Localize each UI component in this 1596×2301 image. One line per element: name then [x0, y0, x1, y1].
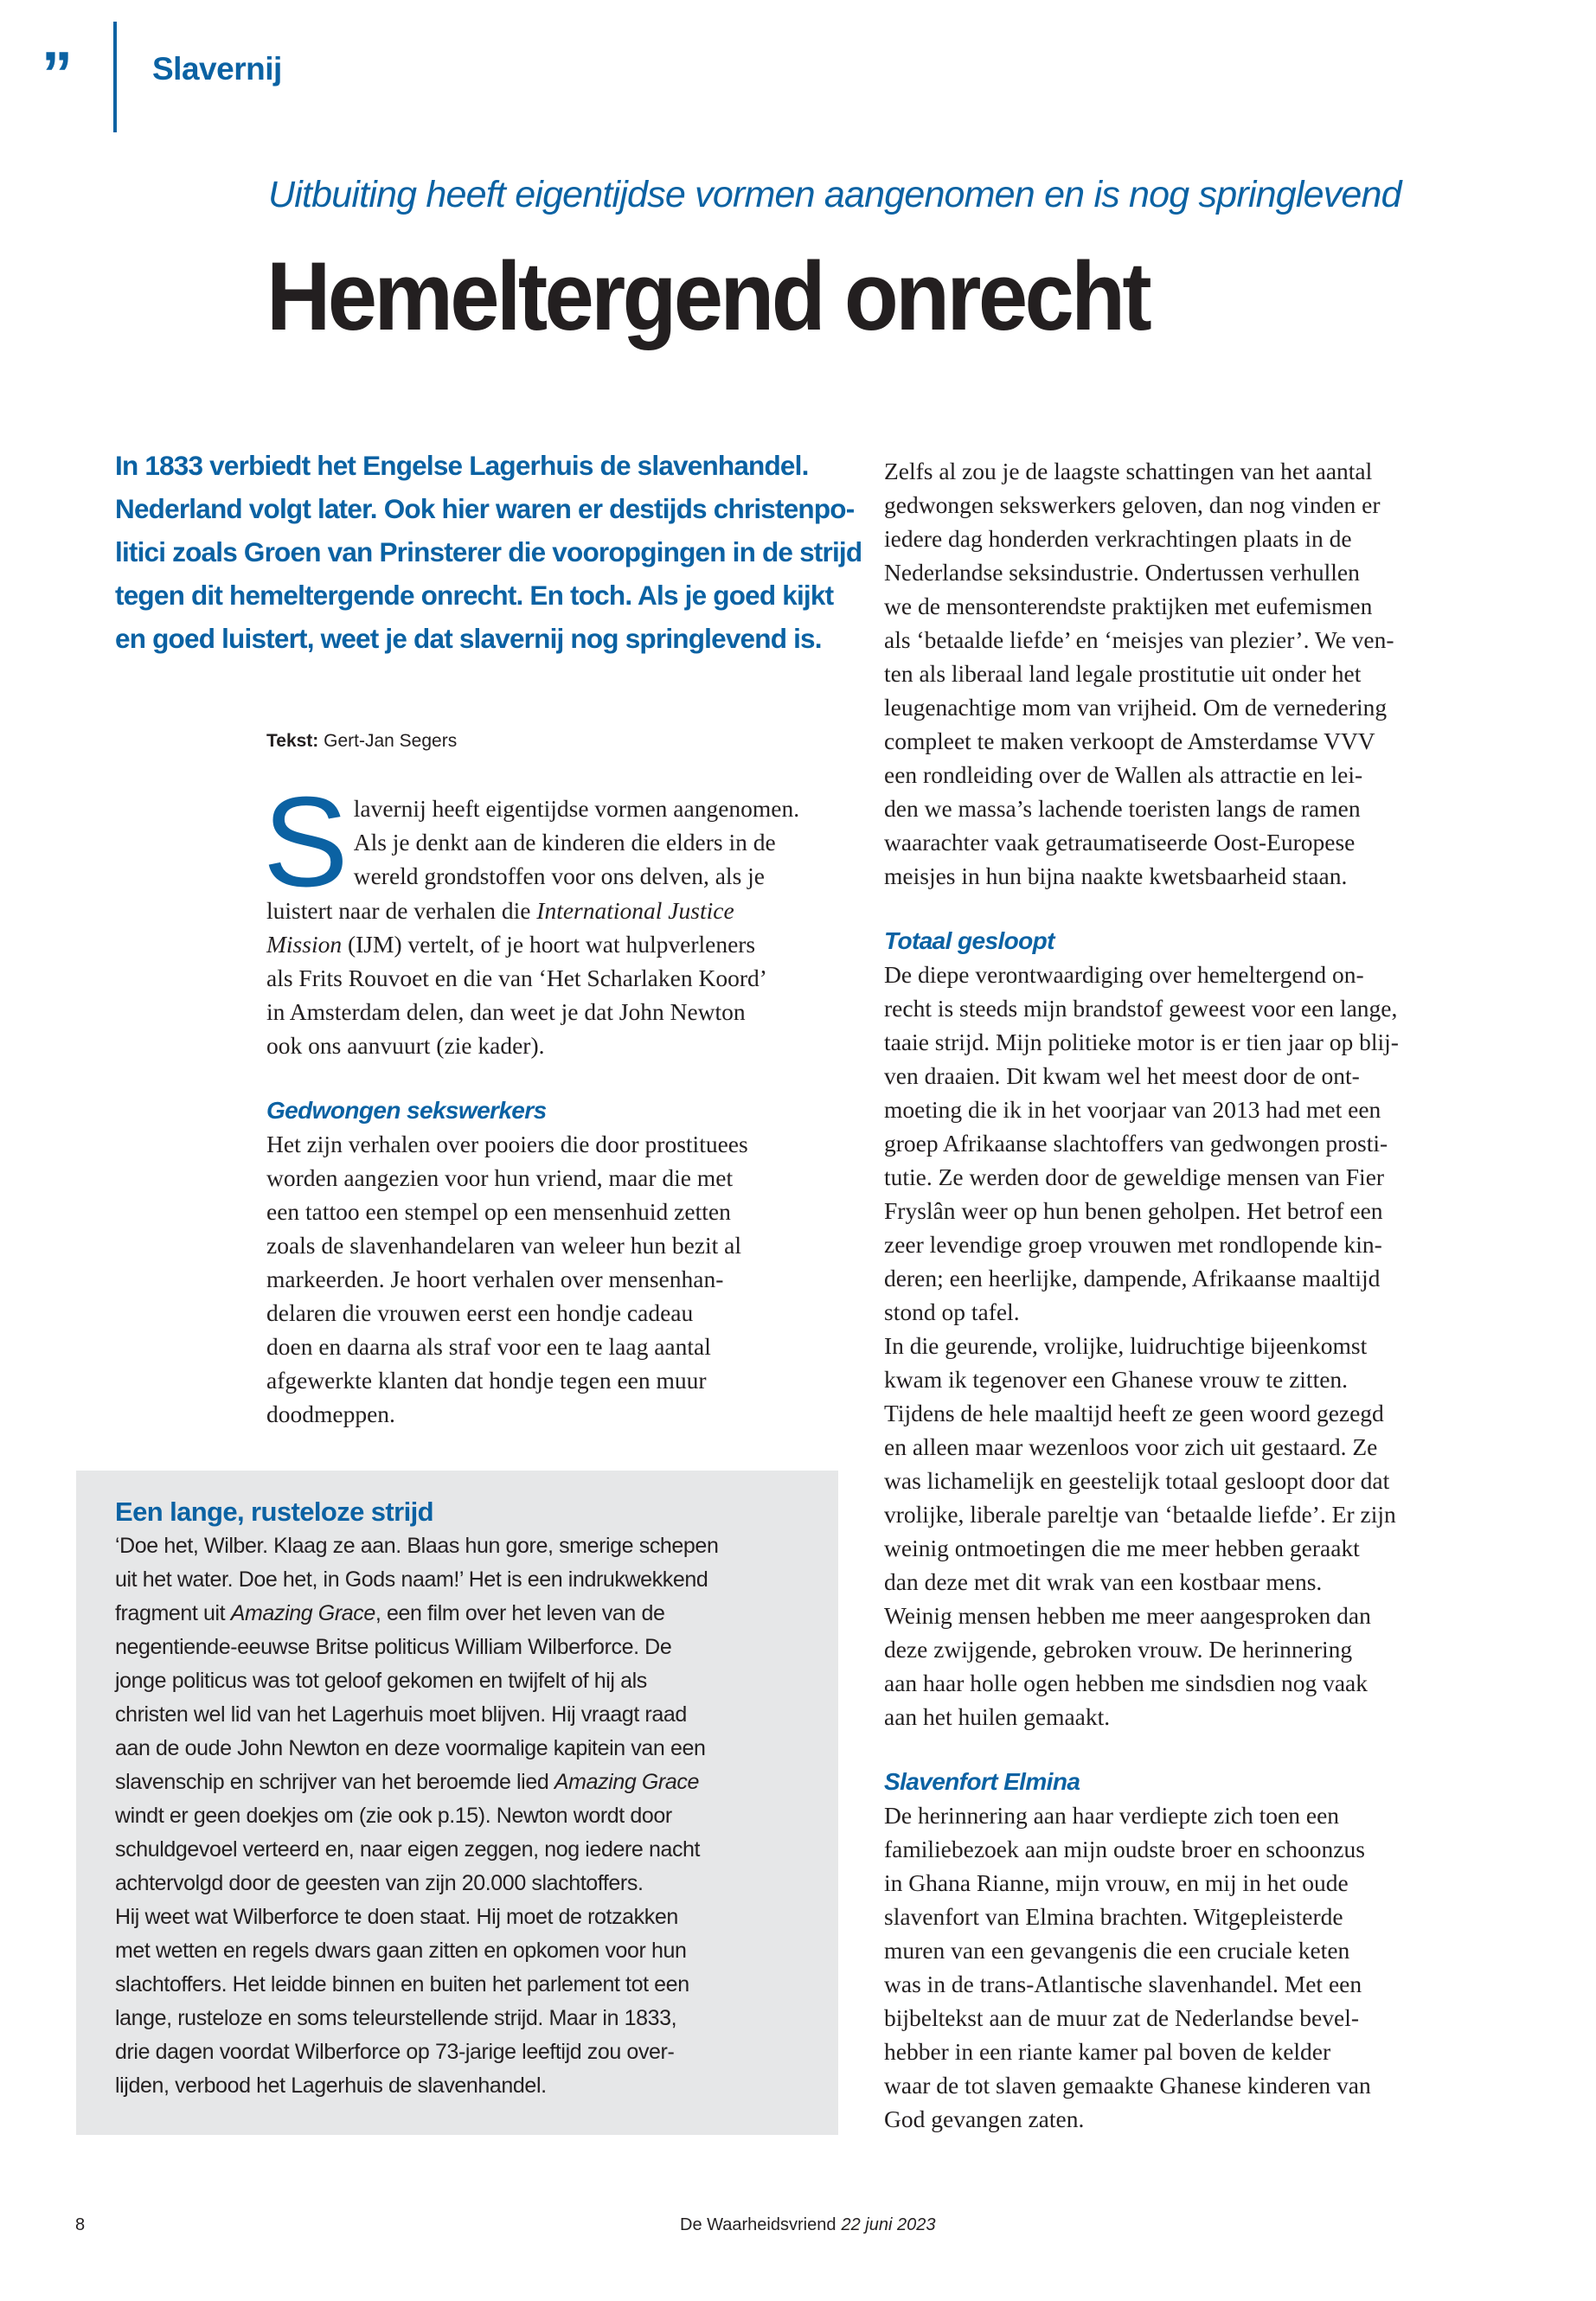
body-line: een tattoo een stempel op een mensenhuid zetten	[266, 1198, 731, 1225]
box-line	[115, 1867, 824, 1900]
box-body	[115, 1529, 824, 2103]
body-line: iedere dag honderden verkrachtingen plaats in de	[884, 525, 1352, 552]
article-kicker: Uitbuiting heeft eigentijdse vormen aangenomen en is nog springlevend	[268, 174, 1401, 215]
intro-line: en goed luistert, weet je dat slavernij nog springlevend is.	[115, 623, 822, 654]
body-line: weinig ontmoetingen die me meer hebben geraakt	[884, 1535, 1360, 1561]
box-line	[115, 1766, 824, 1799]
body-line: deren; een heerlijke, dampende, Afrikaanse maaltijd	[884, 1265, 1381, 1292]
subheading: Slavenfort Elmina	[884, 1768, 1080, 1795]
text-run: schuldgevoel verteerd en, naar eigen zeggen, nog iedere nacht	[115, 1837, 701, 1862]
body-line: in Ghana Rianne, mijn vrouw, en mij in het oude	[884, 1869, 1349, 1896]
box-line	[115, 1900, 824, 1934]
body-line: dan deze met dit wrak van een kostbaar mens.	[884, 1568, 1323, 1595]
body-line: De diepe verontwaardiging over hemeltergend on-	[884, 961, 1364, 988]
body-line: doen en daarna als straf voor een te laag aantal	[266, 1333, 711, 1360]
body-line: Het zijn verhalen over pooiers die door prostituees	[266, 1131, 748, 1157]
body-line: In die geurende, vrolijke, luidruchtige bijeenkomst	[884, 1332, 1368, 1359]
intro-line: litici zoals Groen van Prinsterer die vooropgingen in de strijd	[115, 536, 862, 567]
body-line: stond op tafel.	[884, 1298, 1020, 1325]
body-line: vrolijke, liberale pareltje van ‘betaalde liefde’. Er zijn	[884, 1501, 1396, 1528]
body-line: als ‘betaalde liefde’ en ‘meisjes van plezier’. We ven-	[884, 626, 1394, 653]
byline-label: Tekst:	[266, 731, 319, 751]
body-line: familiebezoek aan mijn oudste broer en schoonzus	[884, 1836, 1365, 1862]
text-run: uit het water. Doe het, in Gods naam!’ Het is een indrukwekkend	[115, 1567, 708, 1592]
body-line: leugenachtige mom van vrijheid. Om de vernedering	[884, 694, 1388, 721]
italic-run: International Justice	[536, 897, 734, 924]
body-line: we de mensonterendste praktijken met eufemismen	[884, 593, 1373, 619]
box-title: Een lange, rusteloze strijd	[115, 1497, 433, 1527]
sidebar-box	[76, 1471, 838, 2135]
body-line: kwam ik tegenover een Ghanese vrouw te zitten.	[884, 1366, 1349, 1393]
body-line: compleet te maken verkoopt de Amsterdamse VVV	[884, 727, 1375, 754]
body-line: zeer levendige groep vrouwen met rondlopende kin-	[884, 1231, 1382, 1258]
middle-column	[263, 771, 855, 1431]
text-run: aan de oude John Newton en deze voormalige kapitein van een	[115, 1736, 706, 1760]
spacer	[266, 1062, 855, 1093]
box-line	[115, 1799, 824, 1833]
byline-author: Gert-Jan Segers	[324, 731, 458, 751]
body-line: groep Afrikaanse slachtoffers van gedwongen prosti-	[884, 1130, 1388, 1157]
box-line	[115, 1698, 824, 1732]
text-run: luistert naar de verhalen die	[266, 897, 537, 924]
body-line: waarachter vaak getraumatiseerde Oost-Europese	[884, 829, 1356, 856]
body-line: Tijdens de hele maaltijd heeft ze geen woord gezegd	[884, 1400, 1384, 1426]
text-run: lange, rusteloze en soms teleurstellende strijd. Maar in 1833,	[115, 2006, 677, 2030]
body-line: meisjes in hun bijna naakte kwetsbaarheid staan.	[884, 862, 1348, 889]
box-line	[115, 1529, 824, 1563]
text-run: fragment uit	[115, 1601, 231, 1625]
body-line: gedwongen sekswerkers geloven, dan nog vinden er	[884, 491, 1381, 518]
box-line	[115, 1833, 824, 1867]
body-line: tutie. Ze werden door de geweldige mensen van Fier	[884, 1163, 1385, 1190]
box-line	[115, 1968, 824, 2002]
text-run: lijden, verbood het Lagerhuis de slavenhandel.	[115, 2073, 547, 2098]
text-run: jonge politicus was tot geloof gekomen en twijfelt of hij als	[115, 1669, 647, 1693]
text-run: negentiende-eeuwse Britse politicus William Wilberforce. De	[115, 1635, 672, 1659]
box-line	[115, 1664, 824, 1698]
box-line	[115, 1934, 824, 1968]
box-line	[115, 2035, 824, 2069]
body-line: worden aangezien voor hun vriend, maar die met	[266, 1164, 734, 1191]
intro-line: In 1833 verbiedt het Engelse Lagerhuis de slavenhandel.	[115, 450, 809, 481]
text-run: slavenschip en schrijver van het beroemde lied	[115, 1770, 554, 1794]
body-line: was in de trans-Atlantische slavenhandel. Met een	[884, 1971, 1362, 1997]
body-line: Fryslân weer op hun benen geholpen. Het betrof een	[884, 1197, 1383, 1224]
body-line	[266, 927, 855, 961]
text-run: (IJM) vertelt, of je hoort wat hulpverleners	[342, 931, 756, 958]
italic-run: Mission	[266, 931, 343, 958]
body-line: muren van een gevangenis die een cruciale keten	[884, 1937, 1350, 1964]
page-number: 8	[75, 2215, 86, 2234]
body-line: doodmeppen.	[266, 1400, 395, 1427]
body-line: ook ons aanvuurt (zie kader).	[266, 1032, 545, 1059]
body-line: bijbeltekst aan de muur zat de Nederlandse bevel-	[884, 2004, 1360, 2031]
body-line: slavenfort van Elmina brachten. Witgepleisterde	[884, 1903, 1343, 1930]
text-run: drie dagen voordat Wilberforce op 73-jarige leeftijd zou over-	[115, 2040, 675, 2064]
body-line: lavernij heeft eigentijdse vormen aangenomen.	[353, 795, 800, 822]
box-line	[115, 2002, 824, 2035]
byline	[266, 729, 457, 753]
publication-name: De Waarheidsvriend	[680, 2215, 836, 2234]
body-line: delaren die vrouwen eerst een hondje cadeau	[266, 1299, 694, 1326]
body-line: in Amsterdam delen, dan weet je dat John Newton	[266, 998, 746, 1025]
article-intro	[115, 444, 862, 660]
body-line: taaie strijd. Mijn politieke motor is er tien jaar op blij-	[884, 1029, 1399, 1055]
body-line: moeting die ik in het voorjaar van 2013 had met een	[884, 1096, 1381, 1123]
body-line: God gevangen zaten.	[884, 2106, 1085, 2132]
body-line: Zelfs al zou je de laagste schattingen van het aantal	[884, 458, 1373, 484]
italic-run: Amazing Grace	[230, 1601, 375, 1625]
intro-line: tegen dit hemeltergende onrecht. En toch. Als je goed kijkt	[115, 580, 834, 611]
body-line: en alleen maar wezenloos voor zich uit gestaard. Ze	[884, 1433, 1378, 1460]
body-line: afgewerkte klanten dat hondje tegen een muur	[266, 1367, 707, 1394]
box-line	[115, 1732, 824, 1766]
body-line: den we massa’s lachende toeristen langs de ramen	[884, 795, 1361, 822]
body-line: een rondleiding over de Wallen als attractie en lei-	[884, 761, 1363, 788]
section-label: Slavernij	[152, 51, 282, 87]
right-column	[884, 454, 1490, 2136]
intro-line: Nederland volgt later. Ook hier waren er destijds christenpo-	[115, 493, 855, 524]
header-divider	[113, 22, 117, 132]
article-headline: Hemeltergend onrecht	[266, 242, 1149, 350]
body-line: Als je denkt aan de kinderen die elders in de	[353, 829, 776, 856]
box-line	[115, 1597, 824, 1631]
publication-date: 22 juni 2023	[841, 2215, 936, 2234]
body-line: ven draaien. Dit kwam wel het meest door de ont-	[884, 1062, 1360, 1089]
body-line: Nederlandse seksindustrie. Ondertussen verhullen	[884, 559, 1360, 586]
body-line: aan haar holle ogen hebben me sindsdien nog vaak	[884, 1670, 1368, 1696]
body-line: zoals de slavenhandelaren van weleer hun bezit al	[266, 1232, 741, 1259]
body-line: als Frits Rouvoet en die van ‘Het Scharlaken Koord’	[266, 965, 767, 991]
italic-run: Amazing Grace	[554, 1770, 699, 1794]
box-line	[115, 2069, 824, 2103]
body-line	[266, 894, 855, 927]
body-line: wereld grondstoffen voor ons delven, als je	[353, 862, 765, 889]
quote-mark-icon: ”	[42, 40, 67, 109]
box-line	[115, 1563, 824, 1597]
body-line: ten als liberaal land legale prostitutie uit onder het	[884, 660, 1362, 687]
body-line: hebber in een riante kamer pal boven de kelder	[884, 2038, 1331, 2065]
text-run: ‘Doe het, Wilber. Klaag ze aan. Blaas hun gore, smerige schepen	[115, 1534, 719, 1558]
body-line: markeerden. Je hoort verhalen over mensenhan-	[266, 1266, 724, 1292]
text-run: Hij weet wat Wilberforce te doen staat. Hij moet de rotzakken	[115, 1905, 678, 1929]
text-run: achtervolgd door de geesten van zijn 20.000 slachtoffers.	[115, 1871, 644, 1895]
text-run: , een film over het leven van de	[375, 1601, 665, 1625]
box-line	[115, 1631, 824, 1664]
body-line: was lichamelijk en geestelijk totaal gesloopt door dat	[884, 1467, 1390, 1494]
body-line: Weinig mensen hebben me meer aangesproken dan	[884, 1602, 1371, 1629]
text-run: christen wel lid van het Lagerhuis moet blijven. Hij vraagt raad	[115, 1702, 687, 1727]
text-run: windt er geen doekjes om (zie ook p.15). Newton wordt door	[115, 1804, 672, 1828]
body-line: De herinnering aan haar verdiepte zich toen een	[884, 1802, 1340, 1829]
body-line: deze zwijgende, gebroken vrouw. De herinnering	[884, 1636, 1353, 1663]
drop-cap: S	[263, 771, 349, 913]
text-run: slachtoffers. Het leidde binnen en buiten het parlement tot een	[115, 1972, 689, 1997]
subheading: Totaal gesloopt	[884, 927, 1054, 954]
publication-footer	[680, 2214, 935, 2235]
spacer	[884, 1734, 1490, 1765]
text-run: met wetten en regels dwars gaan zitten en opkomen voor hun	[115, 1939, 687, 1963]
body-line: aan het huilen gemaakt.	[884, 1703, 1111, 1730]
body-line: waar de tot slaven gemaakte Ghanese kinderen van	[884, 2072, 1371, 2099]
spacer	[884, 893, 1490, 924]
subheading: Gedwongen sekswerkers	[266, 1097, 547, 1124]
body-line: recht is steeds mijn brandstof geweest voor een lange,	[884, 995, 1398, 1022]
